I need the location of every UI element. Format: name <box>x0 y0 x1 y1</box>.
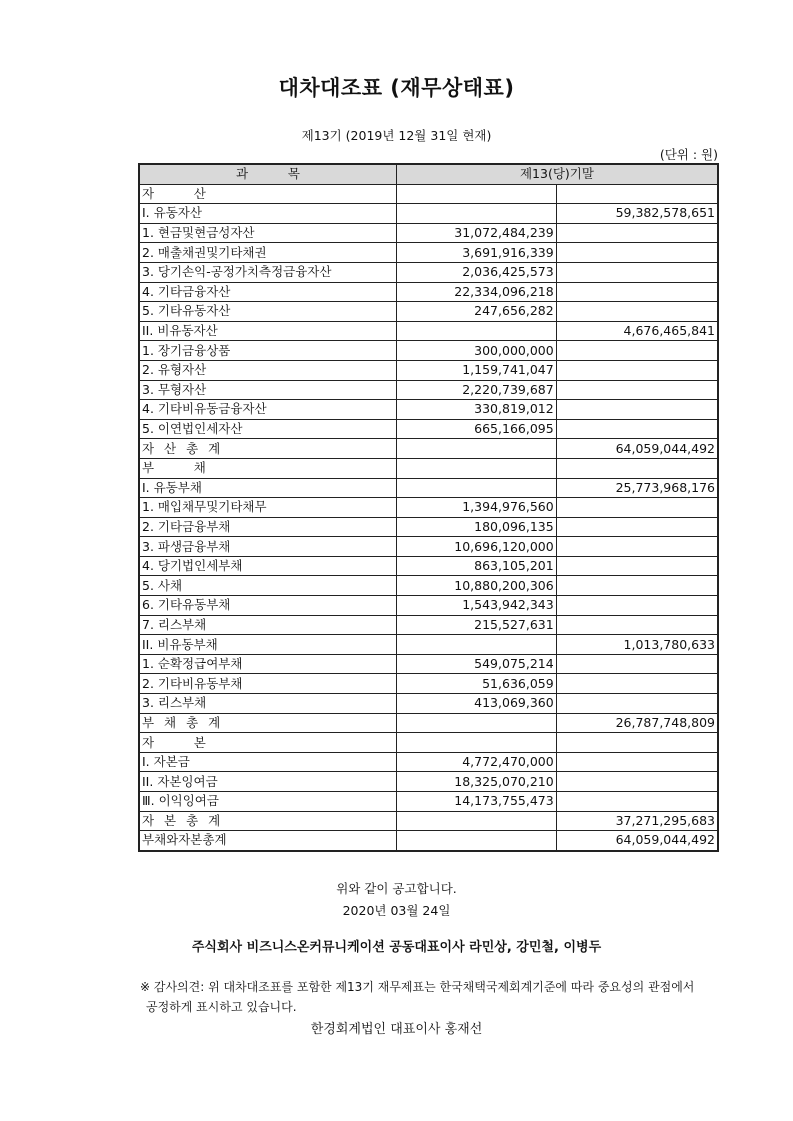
row-label: I. 유동부채 <box>139 478 396 498</box>
row-label: 자 산 <box>139 184 396 204</box>
table-row <box>139 341 718 361</box>
auditor-signature: 한경회계법인 대표이사 홍재선 <box>310 1022 483 1037</box>
row-amount-detail <box>396 458 556 478</box>
row-label: 4. 기타비유동금융자산 <box>139 400 396 420</box>
table-row <box>139 674 718 694</box>
row-amount-subtotal <box>556 537 718 557</box>
row-label: 5. 이연법인세자산 <box>139 419 396 439</box>
row-amount-detail <box>396 184 556 204</box>
row-amount-detail <box>396 635 556 655</box>
row-amount-subtotal <box>556 596 718 616</box>
row-amount-detail: 31,072,484,239 <box>396 223 556 243</box>
row-amount-detail: 2,220,739,687 <box>396 380 556 400</box>
row-amount-detail: 10,880,200,306 <box>396 576 556 596</box>
table-row <box>139 654 718 674</box>
row-label: Ⅲ. 이익잉여금 <box>139 792 396 812</box>
row-amount-detail: 300,000,000 <box>396 341 556 361</box>
row-amount-detail: 247,656,282 <box>396 302 556 322</box>
row-amount-detail: 51,636,059 <box>396 674 556 694</box>
row-amount-subtotal <box>556 380 718 400</box>
audit-opinion-line-1: ※ 감사의견: 위 대차대조표를 포함한 제13기 재무제표는 한국채택국제회계기준에 따라 중요성의 관점에서 <box>140 980 695 994</box>
row-amount-subtotal: 1,013,780,633 <box>556 635 718 655</box>
header-period: 제13(당)기말 <box>396 164 718 184</box>
row-label: 자 산 총 계 <box>139 439 396 459</box>
row-amount-subtotal: 59,382,578,651 <box>556 204 718 224</box>
row-amount-subtotal <box>556 615 718 635</box>
row-amount-detail: 180,096,135 <box>396 517 556 537</box>
table-row <box>139 223 718 243</box>
audit-opinion-line-2: 공정하게 표시하고 있습니다. <box>146 1000 297 1014</box>
row-label: 부 채 <box>139 458 396 478</box>
row-amount-detail: 18,325,070,210 <box>396 772 556 792</box>
row-amount-subtotal <box>556 772 718 792</box>
table-row <box>139 498 718 518</box>
row-amount-detail: 330,819,012 <box>396 400 556 420</box>
table-row <box>139 302 718 322</box>
table-row <box>139 772 718 792</box>
table-row <box>139 517 718 537</box>
row-amount-detail <box>396 321 556 341</box>
row-amount-detail: 10,696,120,000 <box>396 537 556 557</box>
row-label: 2. 기타금융부채 <box>139 517 396 537</box>
currency-unit: (단위 : 원) <box>659 147 718 162</box>
row-label: 1. 매입채무및기타채무 <box>139 498 396 518</box>
company-representatives: 주식회사 비즈니스온커뮤니케이션 공동대표이사 라민상, 강민철, 이병두 <box>191 940 602 955</box>
row-amount-detail: 2,036,425,573 <box>396 262 556 282</box>
row-amount-subtotal: 37,271,295,683 <box>556 811 718 831</box>
row-amount-subtotal: 4,676,465,841 <box>556 321 718 341</box>
row-amount-detail: 863,105,201 <box>396 556 556 576</box>
row-amount-detail: 3,691,916,339 <box>396 243 556 263</box>
announcement-date: 2020년 03월 24일 <box>342 903 451 918</box>
table-row <box>139 576 718 596</box>
fiscal-period: 제13기 (2019년 12월 31일 현재) <box>301 128 492 143</box>
row-label: 2. 매출채권및기타채권 <box>139 243 396 263</box>
row-label: 5. 사채 <box>139 576 396 596</box>
row-amount-subtotal <box>556 360 718 380</box>
audit-opinion <box>140 977 730 1017</box>
row-label: 3. 리스부채 <box>139 694 396 714</box>
row-amount-detail: 1,394,976,560 <box>396 498 556 518</box>
row-amount-subtotal <box>556 341 718 361</box>
table-row <box>139 713 718 733</box>
row-label: 부 채 총 계 <box>139 713 396 733</box>
table-row <box>139 243 718 263</box>
balance-sheet-table <box>138 163 719 852</box>
row-amount-subtotal <box>556 733 718 753</box>
row-amount-subtotal <box>556 262 718 282</box>
row-label: 부채와자본총계 <box>139 831 396 851</box>
row-amount-subtotal <box>556 694 718 714</box>
row-amount-subtotal: 64,059,044,492 <box>556 831 718 851</box>
document-title: 대차대조표 (재무상태표) <box>278 76 515 100</box>
row-label: II. 비유동자산 <box>139 321 396 341</box>
row-amount-subtotal <box>556 556 718 576</box>
table-row <box>139 380 718 400</box>
table-row <box>139 321 718 341</box>
row-amount-detail: 4,772,470,000 <box>396 752 556 772</box>
row-amount-subtotal <box>556 184 718 204</box>
row-amount-detail: 1,543,942,343 <box>396 596 556 616</box>
row-amount-subtotal <box>556 419 718 439</box>
row-amount-detail <box>396 811 556 831</box>
table-row <box>139 792 718 812</box>
row-amount-detail: 215,527,631 <box>396 615 556 635</box>
row-amount-subtotal <box>556 282 718 302</box>
row-amount-subtotal <box>556 243 718 263</box>
row-label: 3. 무형자산 <box>139 380 396 400</box>
row-label: 1. 현금및현금성자산 <box>139 223 396 243</box>
row-label: 자 본 총 계 <box>139 811 396 831</box>
row-amount-detail <box>396 439 556 459</box>
table-row <box>139 635 718 655</box>
row-label: 2. 기타비유동부채 <box>139 674 396 694</box>
row-amount-detail: 1,159,741,047 <box>396 360 556 380</box>
row-label: 4. 당기법인세부채 <box>139 556 396 576</box>
table-row <box>139 400 718 420</box>
table-row <box>139 184 718 204</box>
notice-text: 위와 같이 공고합니다. <box>336 881 457 896</box>
table-row <box>139 811 718 831</box>
table-row <box>139 419 718 439</box>
row-amount-subtotal <box>556 654 718 674</box>
row-label: 1. 순확정급여부채 <box>139 654 396 674</box>
row-amount-detail <box>396 204 556 224</box>
row-amount-detail: 413,069,360 <box>396 694 556 714</box>
row-label: 3. 파생금융부채 <box>139 537 396 557</box>
table-row <box>139 537 718 557</box>
row-amount-subtotal <box>556 223 718 243</box>
table-row <box>139 556 718 576</box>
table-row <box>139 439 718 459</box>
table-row <box>139 458 718 478</box>
row-amount-detail: 14,173,755,473 <box>396 792 556 812</box>
row-amount-detail <box>396 478 556 498</box>
row-label: 5. 기타유동자산 <box>139 302 396 322</box>
row-label: I. 유동자산 <box>139 204 396 224</box>
row-amount-subtotal <box>556 576 718 596</box>
row-amount-subtotal <box>556 674 718 694</box>
row-label: 4. 기타금융자산 <box>139 282 396 302</box>
row-amount-subtotal <box>556 498 718 518</box>
row-label: 3. 당기손익-공정가치측정금융자산 <box>139 262 396 282</box>
table-row <box>139 596 718 616</box>
table-row <box>139 752 718 772</box>
row-amount-subtotal <box>556 792 718 812</box>
header-subject: 과 목 <box>139 164 396 184</box>
row-label: 2. 유형자산 <box>139 360 396 380</box>
table-row <box>139 694 718 714</box>
table-row <box>139 831 718 851</box>
row-amount-detail <box>396 713 556 733</box>
table-row <box>139 733 718 753</box>
row-amount-subtotal: 64,059,044,492 <box>556 439 718 459</box>
row-amount-detail: 665,166,095 <box>396 419 556 439</box>
row-label: 자 본 <box>139 733 396 753</box>
row-amount-subtotal <box>556 302 718 322</box>
row-label: II. 자본잉여금 <box>139 772 396 792</box>
row-amount-subtotal <box>556 400 718 420</box>
row-amount-detail <box>396 831 556 851</box>
table-row <box>139 282 718 302</box>
row-amount-subtotal <box>556 517 718 537</box>
table-row <box>139 360 718 380</box>
table-row <box>139 615 718 635</box>
table-row <box>139 204 718 224</box>
row-label: II. 비유동부채 <box>139 635 396 655</box>
row-amount-subtotal <box>556 458 718 478</box>
row-amount-subtotal: 25,773,968,176 <box>556 478 718 498</box>
row-amount-subtotal <box>556 752 718 772</box>
table-row <box>139 262 718 282</box>
row-amount-detail: 549,075,214 <box>396 654 556 674</box>
table-row <box>139 478 718 498</box>
row-amount-detail <box>396 733 556 753</box>
row-amount-detail: 22,334,096,218 <box>396 282 556 302</box>
row-amount-subtotal: 26,787,748,809 <box>556 713 718 733</box>
row-label: 6. 기타유동부채 <box>139 596 396 616</box>
row-label: 7. 리스부채 <box>139 615 396 635</box>
table-header-row <box>139 164 718 184</box>
row-label: 1. 장기금융상품 <box>139 341 396 361</box>
row-label: I. 자본금 <box>139 752 396 772</box>
